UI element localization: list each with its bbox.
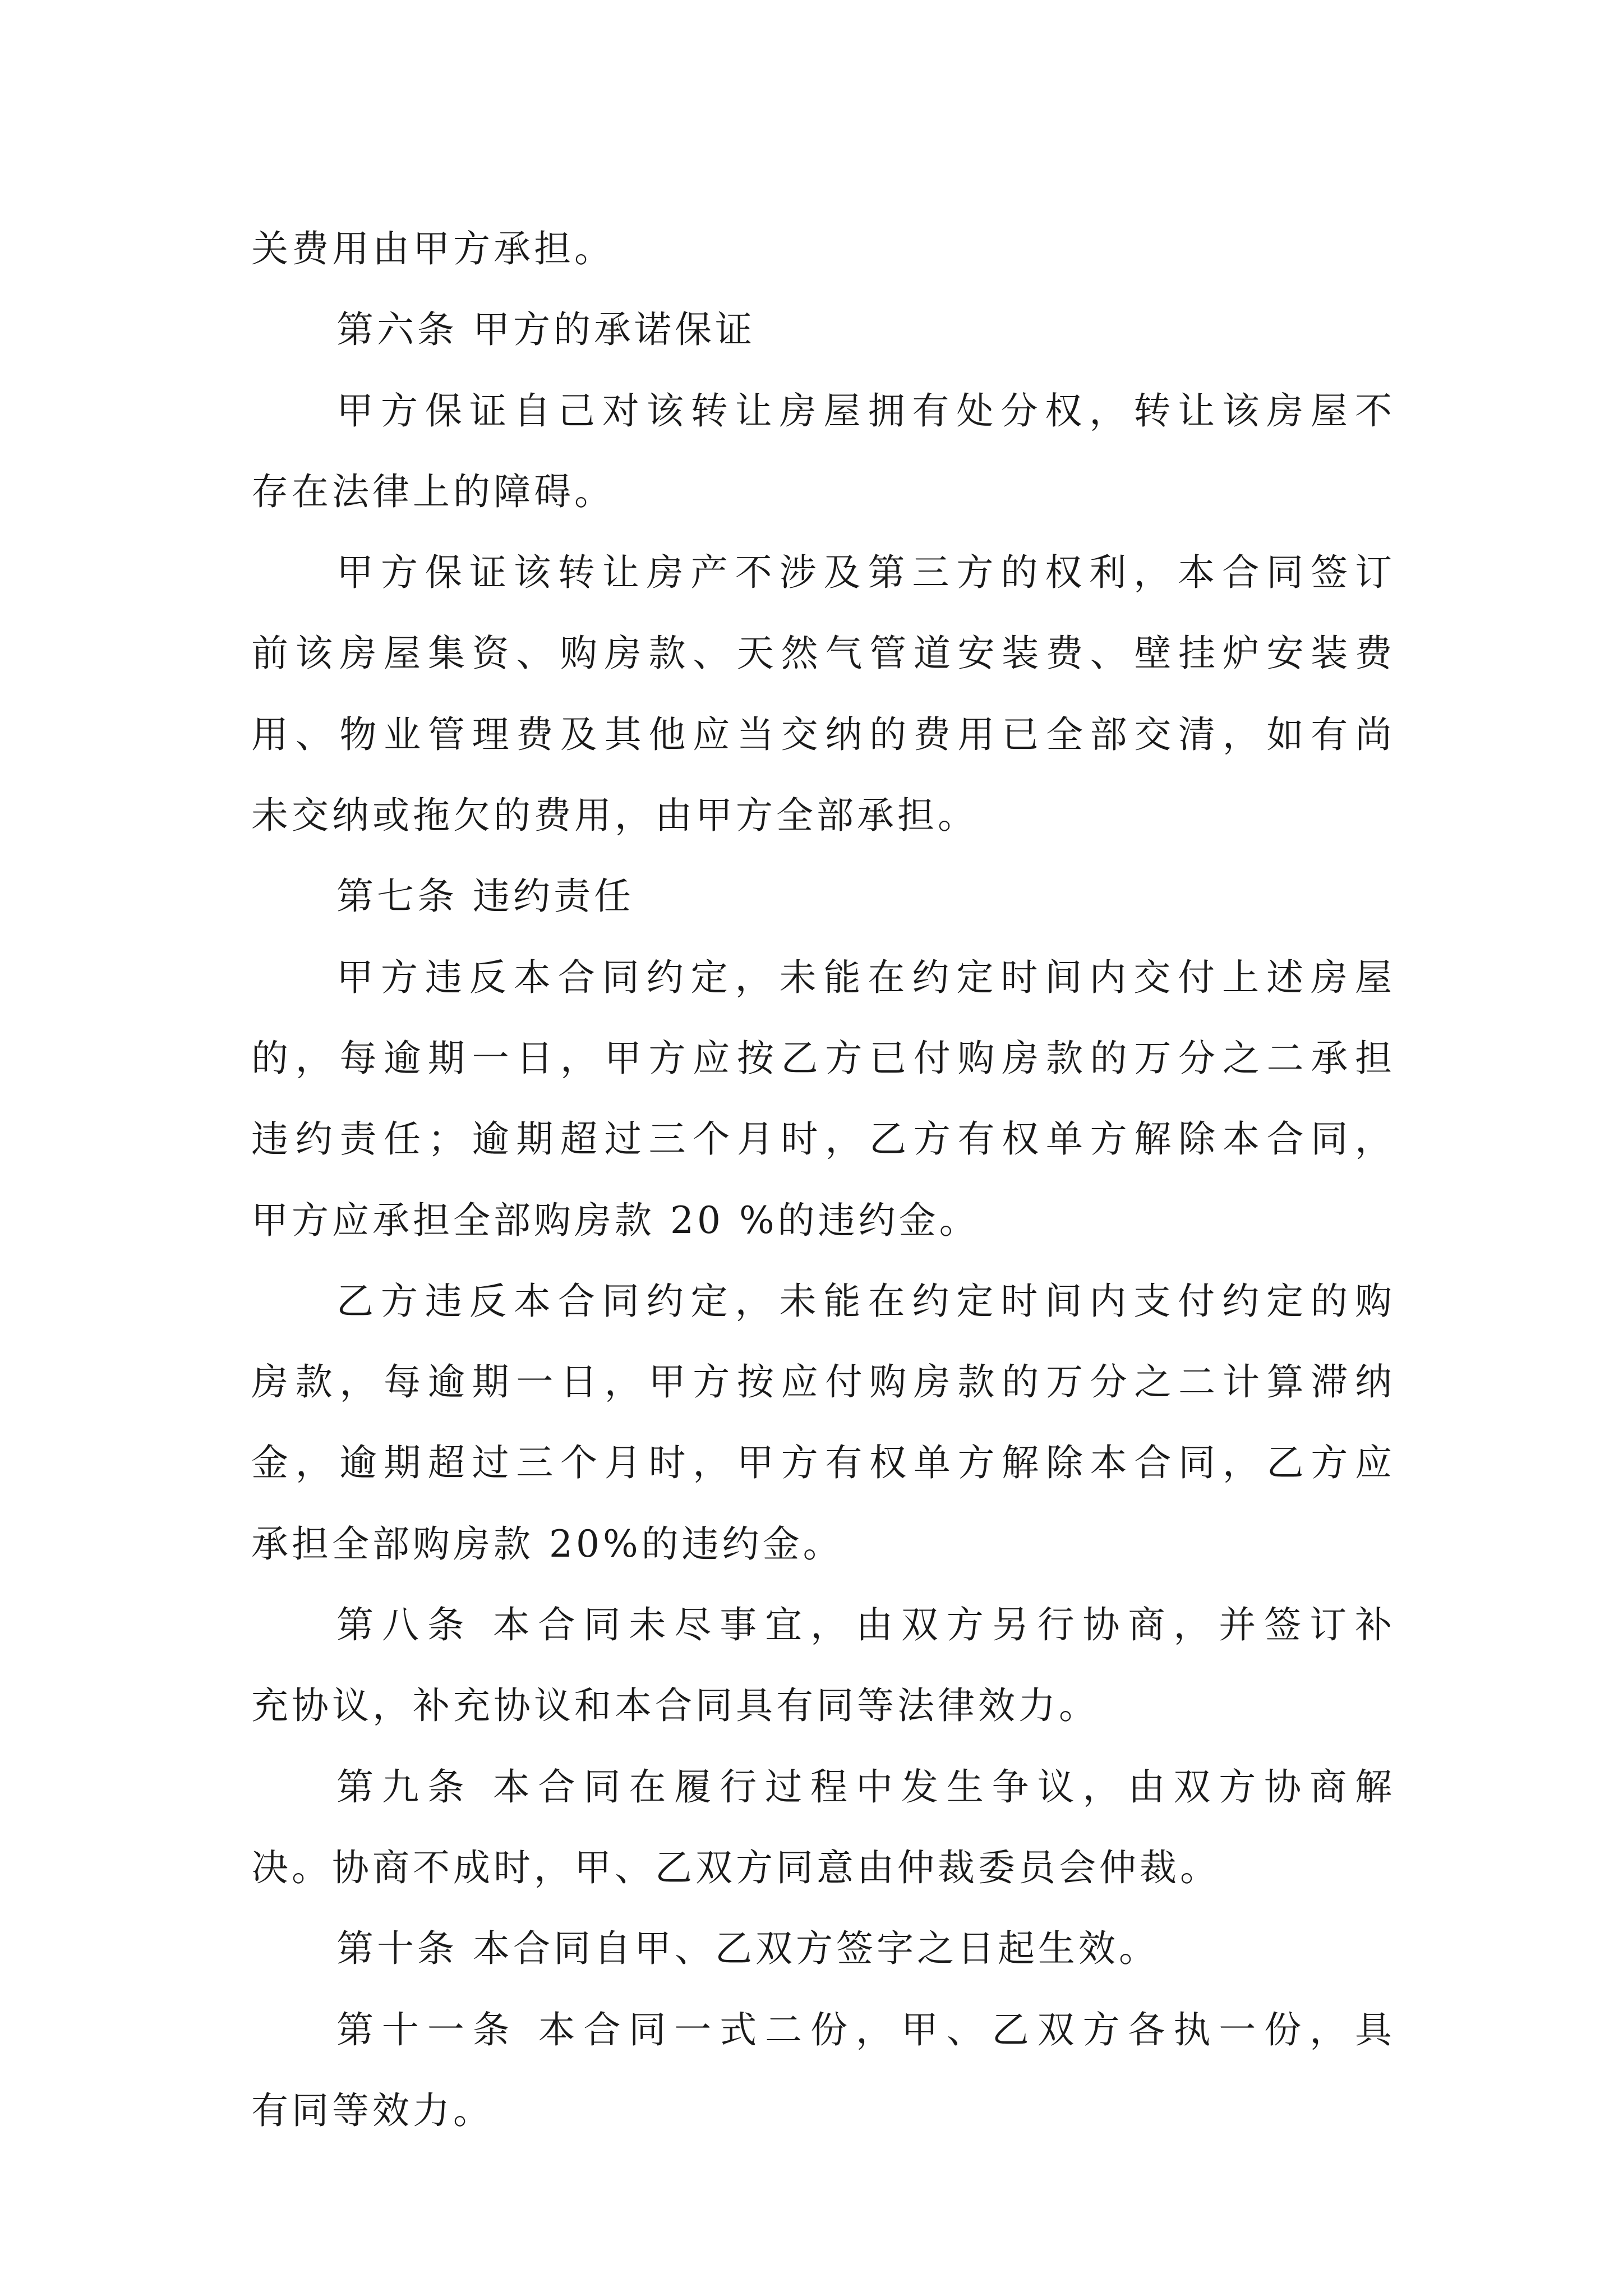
text-line: 房款，每逾期一日，甲方按应付购房款的万分之二计算滞纳	[251, 1360, 1395, 1404]
text-line: 前该房屋集资、购房款、天然气管道安装费、壁挂炉安装费	[251, 632, 1395, 675]
text-line: 甲方应承担全部购房款 20 %的违约金。	[251, 1198, 980, 1242]
section-heading-article-6: 第六条 甲方的承诺保证	[336, 308, 755, 352]
section-heading-article-7: 第七条 违约责任	[336, 875, 634, 918]
text-line: 承担全部购房款 20%的违约金。	[251, 1522, 843, 1566]
text-line: 未交纳或拖欠的费用，由甲方全部承担。	[251, 794, 978, 838]
text-line: 金，逾期超过三个月时，甲方有权单方解除本合同，乙方应	[251, 1441, 1395, 1485]
contract-body-text	[251, 209, 1395, 2151]
text-line: 用、物业管理费及其他应当交纳的费用已全部交清，如有尚	[251, 712, 1395, 756]
text-line: 违约责任；逾期超过三个月时，乙方有权单方解除本合同，	[251, 1117, 1395, 1161]
section-article-10: 第十条 本合同自甲、乙双方签字之日起生效。	[336, 1927, 1159, 1971]
section-article-9: 第九条 本合同在履行过程中发生争议，由双方协商解	[336, 1765, 1395, 1809]
text-line: 充协议，补充协议和本合同具有同等法律效力。	[251, 1684, 1099, 1728]
section-article-8: 第八条 本合同未尽事宜，由双方另行协商，并签订补	[336, 1603, 1395, 1647]
text-line: 的，每逾期一日，甲方应按乙方已付购房款的万分之二承担	[251, 1036, 1395, 1080]
text-line: 关费用由甲方承担。	[251, 227, 615, 270]
text-line: 甲方保证自己对该转让房屋拥有处分权，转让该房屋不	[336, 389, 1395, 432]
text-line: 乙方违反本合同约定，未能在约定时间内支付约定的购	[336, 1279, 1395, 1323]
text-line: 决。协商不成时，甲、乙双方同意由仲裁委员会仲裁。	[251, 1846, 1220, 1889]
text-line: 甲方违反本合同约定，未能在约定时间内交付上述房屋	[336, 955, 1395, 999]
text-line: 存在法律上的障碍。	[251, 470, 615, 513]
section-article-11: 第十一条 本合同一式二份，甲、乙双方各执一份，具	[336, 2008, 1395, 2051]
text-line: 甲方保证该转让房产不涉及第三方的权利，本合同签订	[336, 551, 1395, 595]
text-line: 有同等效力。	[251, 2088, 494, 2132]
